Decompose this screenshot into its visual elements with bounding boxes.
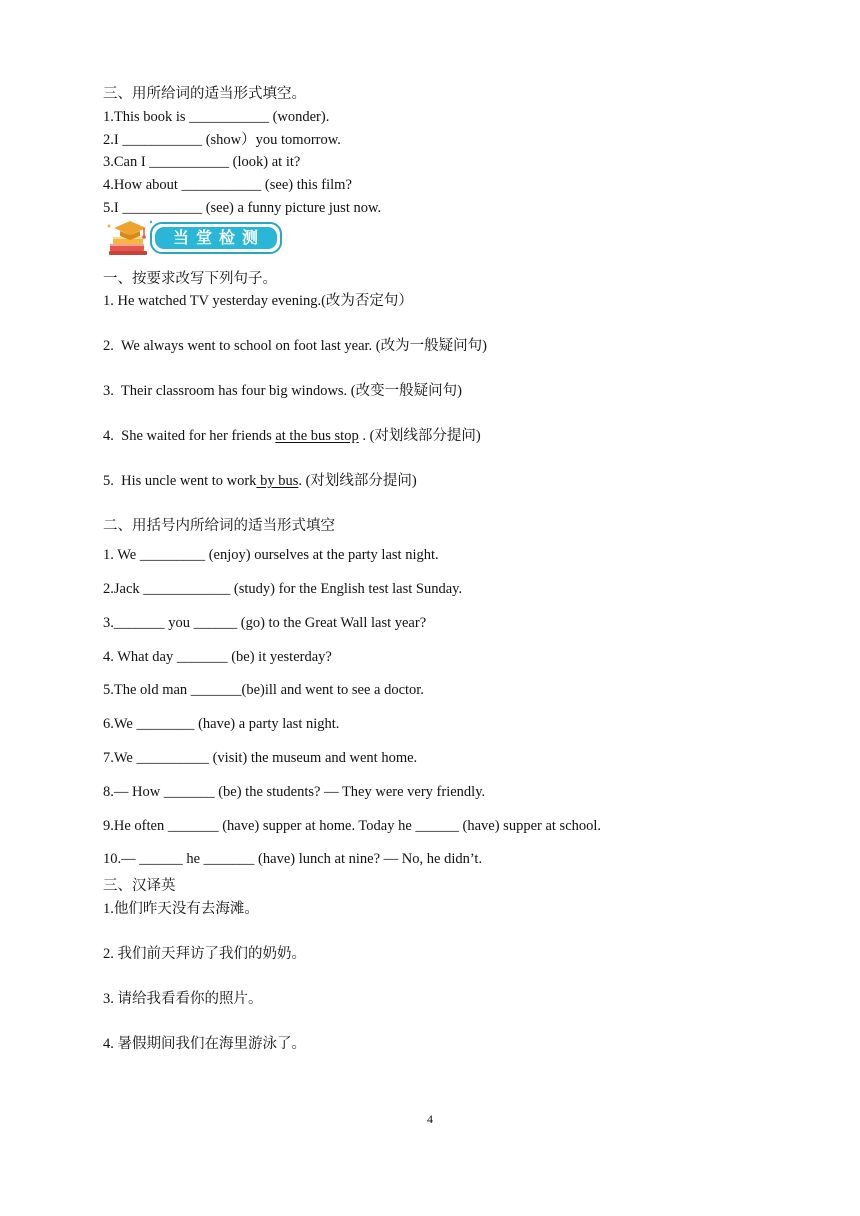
exercise-line: 9.He often _______ (have) supper at home. Today he ______ (have) supper at school.	[103, 818, 602, 834]
exercise-line: 2.Jack ____________ (study) for the English test last Sunday.	[103, 581, 463, 597]
exercise-line: 6.We ________ (have) a party last night.	[103, 716, 340, 732]
underlined-phrase: at the bus stop	[275, 428, 359, 444]
section-banner	[104, 218, 282, 258]
exercise-line: 4. 暑假期间我们在海里游泳了。	[103, 1036, 306, 1052]
exercise-line: 1.他们昨天没有去海滩。	[103, 901, 259, 917]
question-instruction: . (对划线部分提问)	[298, 473, 417, 489]
exercise-line	[103, 472, 417, 490]
section-heading-rewrite: 一、按要求改写下列句子。	[103, 271, 277, 287]
exercise-line	[103, 427, 481, 445]
exercise-line: 8.— How _______ (be) the students? — They were very friendly.	[103, 784, 486, 800]
exercise-line: 5.I ___________ (see) a funny picture just now.	[103, 200, 382, 216]
question-text: 5. His uncle went to work	[103, 473, 257, 489]
exercise-line: 1.This book is ___________ (wonder).	[103, 109, 330, 125]
exercise-line: 3._______ you ______ (go) to the Great Wall last year?	[103, 615, 427, 631]
exercise-line: 3.Can I ___________ (look) at it?	[103, 154, 301, 170]
question-instruction: . (对划线部分提问)	[358, 428, 481, 444]
books-graduation-cap-icon	[104, 218, 156, 258]
exercise-line: 4.How about ___________ (see) this film?	[103, 177, 352, 193]
exercise-line: 3. 请给我看看你的照片。	[103, 991, 263, 1007]
section-heading-fill-in: 三、用所给词的适当形式填空。	[103, 86, 306, 102]
exercise-line: 3. Their classroom has four big windows. (改变一般疑问句)	[103, 383, 462, 399]
exercise-line: 5.The old man _______(be)ill and went to see a doctor.	[103, 682, 424, 698]
banner-frame	[150, 222, 282, 254]
underlined-phrase: by bus	[256, 473, 299, 489]
question-text: 4. She waited for her friends	[103, 428, 276, 444]
exercise-line: 7.We __________ (visit) the museum and went home.	[103, 750, 418, 766]
exercise-line: 10.— ______ he _______ (have) lunch at nine? — No, he didn’t.	[103, 851, 483, 867]
exercise-line: 2.I ___________ (show）you tomorrow.	[103, 132, 341, 148]
exercise-line: 4. What day _______ (be) it yesterday?	[103, 649, 332, 665]
exercise-line: 2. We always went to school on foot last year. (改为一般疑问句)	[103, 338, 487, 354]
page-number: 4	[427, 1112, 433, 1126]
exercise-line: 1. We _________ (enjoy) ourselves at the party last night.	[103, 547, 439, 563]
exercise-line: 2. 我们前天拜访了我们的奶奶。	[103, 946, 306, 962]
section-heading-translate: 三、汉译英	[103, 878, 176, 894]
banner-title: 当堂检测	[155, 227, 277, 249]
exercise-line: 1. He watched TV yesterday evening.(改为否定句）	[103, 293, 413, 309]
section-heading-fill-in-brackets: 二、用括号内所给词的适当形式填空	[103, 518, 335, 534]
